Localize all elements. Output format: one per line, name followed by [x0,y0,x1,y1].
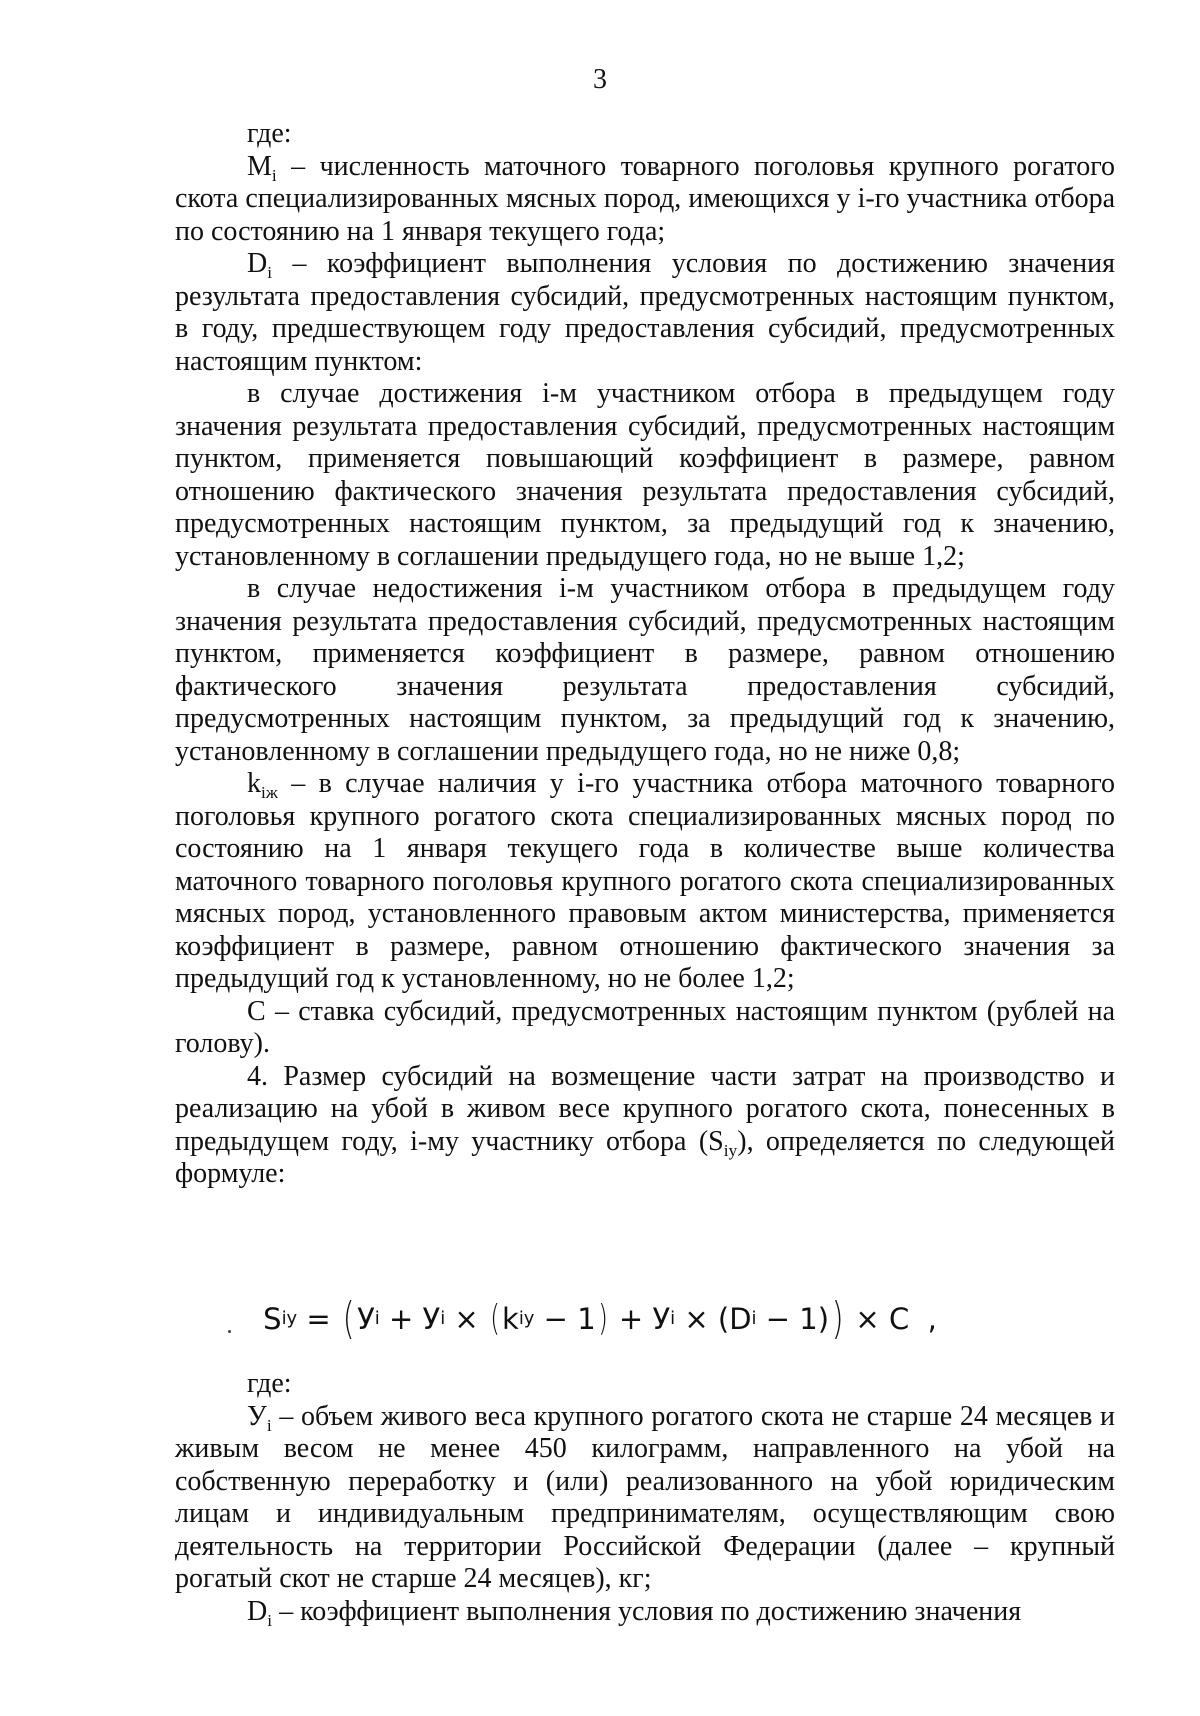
item-4-text: 4. Размер субсидий на возмещение части затрат на производство и реализацию на убой в живом весе крупного рогатого скота, понесенных в предыдущем году, i-му участнику отбора [175,1060,1115,1157]
formula-k-minus-one: − 1 [534,1301,596,1336]
formula-d-open-paren: ( [717,1301,730,1336]
item-4-open-paren: ( [698,1125,709,1157]
formula-y1: У [357,1301,375,1336]
item-4-close-paren: ) [737,1125,747,1157]
formula-times-2: × [675,1301,718,1336]
case-not-reached-paragraph: в случае недостижения i-м участником отбора в предыдущем году значения результата предоставления субсидий, предусмотренных настоящим пунктом, применяется коэффициент в размере, равном отношению фактического значения результата предоставления субсидий, предусмотренных настоящим пунктом, за предыдущий год к значению, установленному в соглашении предыдущего года, но не ниже 0,8; [175,573,1115,767]
formula-big-close-paren: ) [831,1293,844,1344]
formula-plus-2: + [609,1301,653,1336]
definition-y-text: – объем живого веса крупного рогатого скота не старше 24 месяцев и живым весом не менее 450 килограмм, направленного на убой на собственную переработку и (или) реализованного на убой юридическим лицам и индивидуальным предпринимателям, осуществляющим свою деятельность на территории Российской Федерации (далее – крупный рогатый скот не старше 24 месяцев), кг; [175,1400,1115,1594]
definition-m-text: – численность маточного товарного поголовья крупного рогатого скота специализированных мясных пород, имеющихся у i-го участника отбора по состоянию на 1 января текущего года; [175,150,1115,247]
symbol-y: У [247,1400,267,1432]
symbol-m: M [247,150,272,182]
symbol-d: D [247,248,268,279]
item-4-symbol: S [708,1125,724,1157]
formula-d-minus-one: − 1 [756,1301,818,1336]
formula-plus-1: + [379,1301,423,1336]
definition-d-text: – коэффициент выполнения условия по достижению значения результата предоставления субсидий, предусмотренных настоящим пунктом, в году, предшествующем году предоставления субсидий, предусмотренных настоящим пунктом: [175,248,1115,377]
section-definitions-top [175,118,1115,1191]
item-4-paragraph [175,1061,1115,1191]
definition-y [175,1401,1115,1596]
formula-equals: = [297,1301,340,1336]
formula-big-open-paren: ( [342,1293,355,1344]
definition-c: С – ставка субсидий, предусмотренных настоящим пунктом (рублей на голову). [175,995,1115,1059]
formula-times-1: × [445,1301,488,1336]
formula-comma: , [909,1301,937,1336]
formula-d-close-paren: ) [817,1301,830,1336]
formula-y2: У [422,1301,441,1336]
definition-d-2 [175,1596,1115,1629]
item-4-tail: , определяется по следующей формуле: [175,1125,1115,1189]
subsidy-formula: S iy = ( У i + У i × ( k iy − 1 ) + У i × ( D i − 1 ) ) × С , [263,1293,937,1344]
symbol-k: k [247,768,261,799]
page-number: 3 [593,64,607,95]
symbol-d-2-subscript: i [267,1610,273,1630]
formula-k: k [502,1301,519,1336]
definition-d-2-text: – коэффициент выполнения условия по достижению значения [272,1595,1022,1627]
formula-lhs: S [263,1301,282,1336]
formula-y3: У [652,1301,671,1336]
where-label-2: где: [247,1368,292,1399]
symbol-m-subscript: i [271,165,277,185]
section-definitions-bottom [175,1368,1115,1628]
definition-m [175,151,1115,249]
formula-times-c: × С [846,1301,910,1336]
item-4-symbol-subscript: iy [723,1140,738,1160]
where-label: где: [247,118,292,149]
symbol-y-subscript: i [266,1415,272,1435]
symbol-k-subscript: iж [261,783,278,803]
formula-k-open-paren: ( [490,1298,500,1339]
definition-d [175,248,1115,378]
formula-d: D [729,1301,752,1336]
formula-k-close-paren: ) [597,1298,608,1339]
case-reached-paragraph: в случае достижения i-м участником отбора в предыдущем году значения результата предоставления субсидий, предусмотренных настоящим пунктом, применяется повышающий коэффициент в размере, равном отношению фактического значения результата предоставления субсидий, предусмотренных настоящим пунктом, за предыдущий год к значению, установленному в соглашении предыдущего года, но не выше 1,2; [175,378,1115,572]
symbol-d-subscript: i [267,263,273,283]
definition-k [175,768,1115,996]
definition-k-text: – в случае наличия у i-го участника отбора маточного товарного поголовья крупного рогатого скота специализированных мясных пород по состоянию на 1 января текущего года в количестве выше количества маточного товарного поголовья крупного рогатого скота специализированных мясных пород, установленного правовым актом министерства, применяется коэффициент в размере, равном отношению фактического значения за предыдущий год к установленному, но не более 1,2; [175,768,1115,994]
symbol-d-2: D [247,1595,268,1627]
